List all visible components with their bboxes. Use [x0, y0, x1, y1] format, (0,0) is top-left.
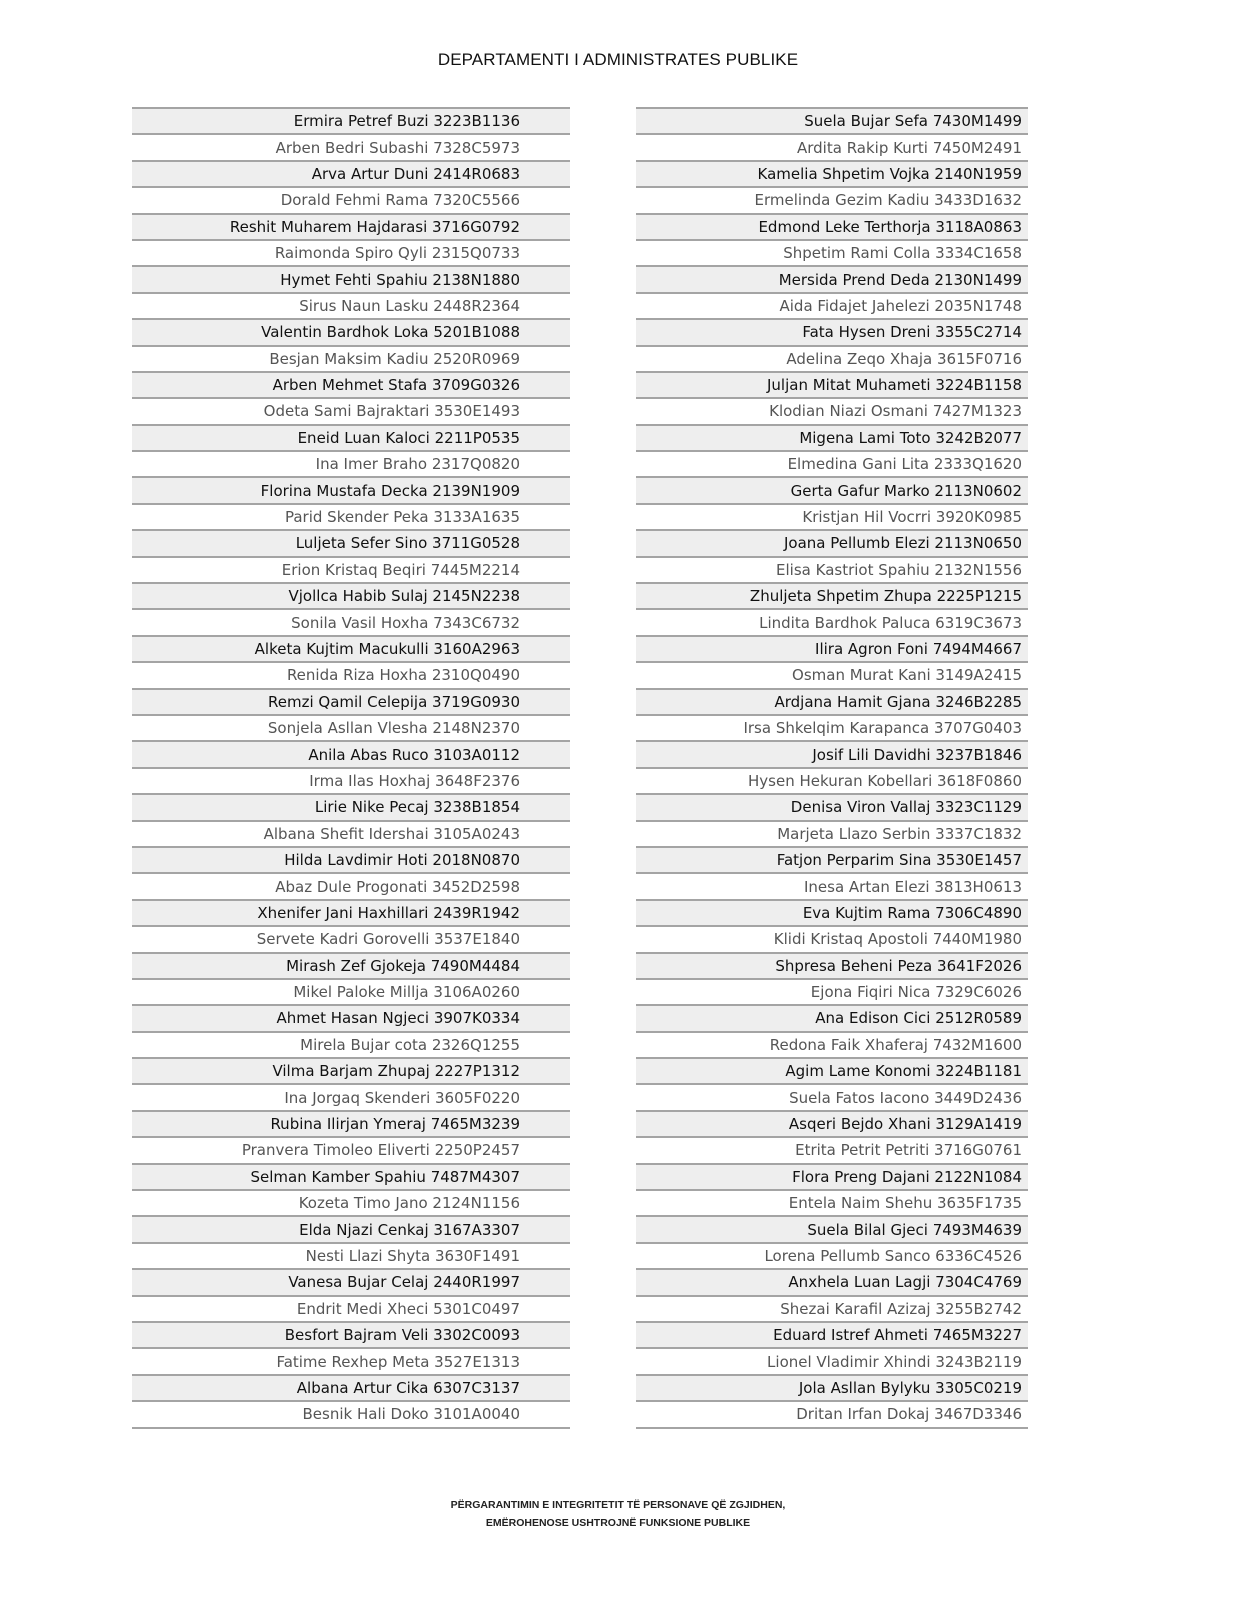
list-item: Kozeta Timo Jano 2124N1156 [132, 1189, 570, 1215]
list-item: Remzi Qamil Celepija 3719G0930 [132, 688, 570, 714]
footer-line-2: EMËROHENOSE USHTROJNË FUNKSIONE PUBLIKE [485, 1517, 751, 1529]
list-item: Mirela Bujar cota 2326Q1255 [132, 1031, 570, 1057]
list-item: Renida Riza Hoxha 2310Q0490 [132, 661, 570, 687]
list-item: Hymet Fehti Spahiu 2138N1880 [132, 265, 570, 291]
list-item: Kamelia Shpetim Vojka 2140N1959 [636, 160, 1028, 186]
list-item: Adelina Zeqo Xhaja 3615F0716 [636, 345, 1028, 371]
list-item: Migena Lami Toto 3242B2077 [636, 424, 1028, 450]
list-item: Ardita Rakip Kurti 7450M2491 [636, 133, 1028, 159]
list-item: Erion Kristaq Beqiri 7445M2214 [132, 556, 570, 582]
list-item: Ina Jorgaq Skenderi 3605F0220 [132, 1083, 570, 1109]
list-item: Parid Skender Peka 3133A1635 [132, 503, 570, 529]
list-item: Shpetim Rami Colla 3334C1658 [636, 239, 1028, 265]
list-item: Fatjon Perparim Sina 3530E1457 [636, 846, 1028, 872]
list-item: Lirie Nike Pecaj 3238B1854 [132, 793, 570, 819]
list-item: Joana Pellumb Elezi 2113N0650 [636, 529, 1028, 555]
list-item: Elda Njazi Cenkaj 3167A3307 [132, 1215, 570, 1241]
list-item: Arben Mehmet Stafa 3709G0326 [132, 371, 570, 397]
list-item: Lionel Vladimir Xhindi 3243B2119 [636, 1347, 1028, 1373]
list-item: Reshit Muharem Hajdarasi 3716G0792 [132, 213, 570, 239]
list-item: Florina Mustafa Decka 2139N1909 [132, 476, 570, 502]
list-item: Lindita Bardhok Paluca 6319C3673 [636, 608, 1028, 634]
list-item: Ina Imer Braho 2317Q0820 [132, 450, 570, 476]
list-item: Entela Naim Shehu 3635F1735 [636, 1189, 1028, 1215]
list-item: Elisa Kastriot Spahiu 2132N1556 [636, 556, 1028, 582]
list-item: Agim Lame Konomi 3224B1181 [636, 1057, 1028, 1083]
list-item: Ermelinda Gezim Kadiu 3433D1632 [636, 186, 1028, 212]
list-item: Besfort Bajram Veli 3302C0093 [132, 1321, 570, 1347]
list-item: Albana Shefit Idershai 3105A0243 [132, 820, 570, 846]
list-item: Hilda Lavdimir Hoti 2018N0870 [132, 846, 570, 872]
list-item: Vjollca Habib Sulaj 2145N2238 [132, 582, 570, 608]
list-item: Anxhela Luan Lagji 7304C4769 [636, 1268, 1028, 1294]
list-item: Gerta Gafur Marko 2113N0602 [636, 476, 1028, 502]
list-item: Fatime Rexhep Meta 3527E1313 [132, 1347, 570, 1373]
list-item: Edmond Leke Terthorja 3118A0863 [636, 213, 1028, 239]
list-item: Denisa Viron Vallaj 3323C1129 [636, 793, 1028, 819]
list-item: Besjan Maksim Kadiu 2520R0969 [132, 345, 570, 371]
list-item: Ahmet Hasan Ngjeci 3907K0334 [132, 1004, 570, 1030]
list-item: Sirus Naun Lasku 2448R2364 [132, 292, 570, 318]
list-item: Dritan Irfan Dokaj 3467D3346 [636, 1400, 1028, 1426]
list-item: Klidi Kristaq Apostoli 7440M1980 [636, 925, 1028, 951]
list-item: Vilma Barjam Zhupaj 2227P1312 [132, 1057, 570, 1083]
list-item: Arben Bedri Subashi 7328C5973 [132, 133, 570, 159]
list-item: Klodian Niazi Osmani 7427M1323 [636, 397, 1028, 423]
list-item: Irsa Shkelqim Karapanca 3707G0403 [636, 714, 1028, 740]
list-item: Sonjela Asllan Vlesha 2148N2370 [132, 714, 570, 740]
list-item: Vanesa Bujar Celaj 2440R1997 [132, 1268, 570, 1294]
list-item: Ermira Petref Buzi 3223B1136 [132, 107, 570, 133]
list-item: Mirash Zef Gjokeja 7490M4484 [132, 952, 570, 978]
list-item: Etrita Petrit Petriti 3716G0761 [636, 1136, 1028, 1162]
list-item: Albana Artur Cika 6307C3137 [132, 1374, 570, 1400]
list-item: Shezai Karafil Azizaj 3255B2742 [636, 1295, 1028, 1321]
list-item: Elmedina Gani Lita 2333Q1620 [636, 450, 1028, 476]
list-item: Selman Kamber Spahiu 7487M4307 [132, 1163, 570, 1189]
list-item: Rubina Ilirjan Ymeraj 7465M3239 [132, 1110, 570, 1136]
right-name-column [636, 107, 1028, 1429]
list-item: Eva Kujtim Rama 7306C4890 [636, 899, 1028, 925]
list-item: Jola Asllan Bylyku 3305C0219 [636, 1374, 1028, 1400]
list-item: Zhuljeta Shpetim Zhupa 2225P1215 [636, 582, 1028, 608]
list-item: Mersida Prend Deda 2130N1499 [636, 265, 1028, 291]
list-item: Abaz Dule Progonati 3452D2598 [132, 872, 570, 898]
list-item: Xhenifer Jani Haxhillari 2439R1942 [132, 899, 570, 925]
list-item: Suela Bujar Sefa 7430M1499 [636, 107, 1028, 133]
left-name-column [132, 107, 570, 1429]
list-item: Kristjan Hil Vocrri 3920K0985 [636, 503, 1028, 529]
divider [636, 1427, 1028, 1429]
list-item: Hysen Hekuran Kobellari 3618F0860 [636, 767, 1028, 793]
footer [0, 1496, 1236, 1532]
list-item: Dorald Fehmi Rama 7320C5566 [132, 186, 570, 212]
list-item: Nesti Llazi Shyta 3630F1491 [132, 1242, 570, 1268]
list-item: Raimonda Spiro Qyli 2315Q0733 [132, 239, 570, 265]
list-item: Alketa Kujtim Macukulli 3160A2963 [132, 635, 570, 661]
divider [132, 1427, 570, 1429]
page-title: DEPARTAMENTI I ADMINISTRATES PUBLIKE [437, 50, 799, 69]
list-item: Luljeta Sefer Sino 3711G0528 [132, 529, 570, 555]
list-item: Mikel Paloke Millja 3106A0260 [132, 978, 570, 1004]
list-item: Ardjana Hamit Gjana 3246B2285 [636, 688, 1028, 714]
list-item: Lorena Pellumb Sanco 6336C4526 [636, 1242, 1028, 1268]
list-item: Anila Abas Ruco 3103A0112 [132, 740, 570, 766]
footer-line-1: PËRGARANTIMIN E INTEGRITETIT TË PERSONAVE QË ZGJIDHEN, [450, 1499, 786, 1511]
list-item: Odeta Sami Bajraktari 3530E1493 [132, 397, 570, 423]
list-item: Osman Murat Kani 3149A2415 [636, 661, 1028, 687]
list-item: Josif Lili Davidhi 3237B1846 [636, 740, 1028, 766]
list-item: Suela Bilal Gjeci 7493M4639 [636, 1215, 1028, 1241]
list-item: Sonila Vasil Hoxha 7343C6732 [132, 608, 570, 634]
list-item: Ilira Agron Foni 7494M4667 [636, 635, 1028, 661]
list-item: Redona Faik Xhaferaj 7432M1600 [636, 1031, 1028, 1057]
list-item: Irma Ilas Hoxhaj 3648F2376 [132, 767, 570, 793]
list-item: Shpresa Beheni Peza 3641F2026 [636, 952, 1028, 978]
list-item: Pranvera Timoleo Eliverti 2250P2457 [132, 1136, 570, 1162]
list-item: Aida Fidajet Jahelezi 2035N1748 [636, 292, 1028, 318]
list-item: Servete Kadri Gorovelli 3537E1840 [132, 925, 570, 951]
list-item: Valentin Bardhok Loka 5201B1088 [132, 318, 570, 344]
list-item: Arva Artur Duni 2414R0683 [132, 160, 570, 186]
list-item: Endrit Medi Xheci 5301C0497 [132, 1295, 570, 1321]
list-item: Eneid Luan Kaloci 2211P0535 [132, 424, 570, 450]
list-item: Flora Preng Dajani 2122N1084 [636, 1163, 1028, 1189]
list-item: Eduard Istref Ahmeti 7465M3227 [636, 1321, 1028, 1347]
list-item: Ana Edison Cici 2512R0589 [636, 1004, 1028, 1030]
list-item: Suela Fatos Iacono 3449D2436 [636, 1083, 1028, 1109]
list-item: Besnik Hali Doko 3101A0040 [132, 1400, 570, 1426]
list-item: Fata Hysen Dreni 3355C2714 [636, 318, 1028, 344]
list-item: Ejona Fiqiri Nica 7329C6026 [636, 978, 1028, 1004]
list-item: Inesa Artan Elezi 3813H0613 [636, 872, 1028, 898]
list-item: Juljan Mitat Muhameti 3224B1158 [636, 371, 1028, 397]
list-item: Marjeta Llazo Serbin 3337C1832 [636, 820, 1028, 846]
list-item: Asqeri Bejdo Xhani 3129A1419 [636, 1110, 1028, 1136]
